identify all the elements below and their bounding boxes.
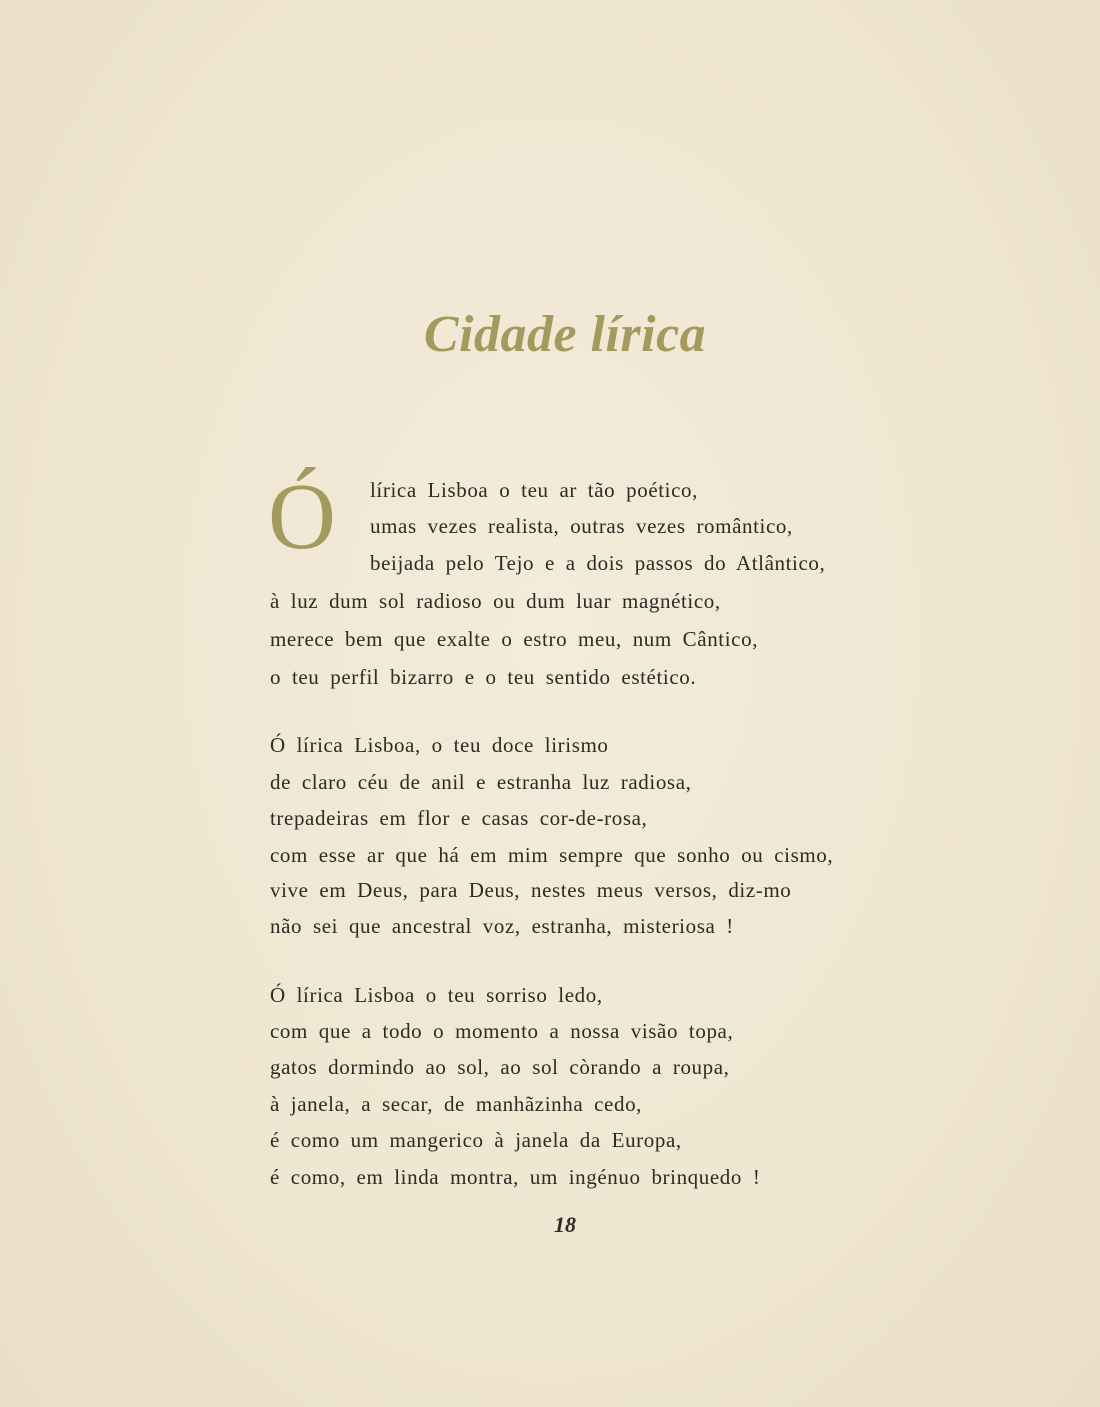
poem-line: é como, em linda montra, um ingénuo brinquedo !: [270, 1165, 761, 1189]
drop-cap: Ó: [268, 465, 336, 569]
poem-line: não sei que ancestral voz, estranha, misteriosa !: [270, 914, 734, 938]
poem-title: Cidade lírica: [423, 306, 707, 363]
poem-line: com esse ar que há em mim sempre que sonho ou cismo,: [270, 843, 834, 867]
poem-line: merece bem que exalte o estro meu, num Cântico,: [270, 627, 759, 651]
poem-line: à janela, a secar, de manhãzinha cedo,: [270, 1092, 643, 1116]
poem-line: de claro céu de anil e estranha luz radiosa,: [270, 770, 692, 794]
poem-line: gatos dormindo ao sol, ao sol còrando a roupa,: [270, 1055, 730, 1079]
poem-line: com que a todo o momento a nossa visão topa,: [270, 1019, 734, 1043]
poem-line: lírica Lisboa o teu ar tão poético,: [370, 478, 698, 502]
poem-line: beijada pelo Tejo e a dois passos do Atlântico,: [370, 551, 826, 575]
poem-line: é como um mangerico à janela da Europa,: [270, 1128, 682, 1152]
page-number: 18: [554, 1212, 576, 1237]
poem-line: vive em Deus, para Deus, nestes meus versos, diz-mo: [270, 878, 792, 902]
poem-line: umas vezes realista, outras vezes romântico,: [370, 514, 793, 538]
poem-line: à luz dum sol radioso ou dum luar magnético,: [270, 589, 721, 613]
poem-line: Ó lírica Lisboa, o teu doce lirismo: [270, 733, 609, 757]
poem-line: o teu perfil bizarro e o teu sentido estético.: [270, 665, 697, 689]
poem-line: trepadeiras em flor e casas cor-de-rosa,: [270, 806, 648, 830]
poem-line: Ó lírica Lisboa o teu sorriso ledo,: [270, 983, 603, 1007]
